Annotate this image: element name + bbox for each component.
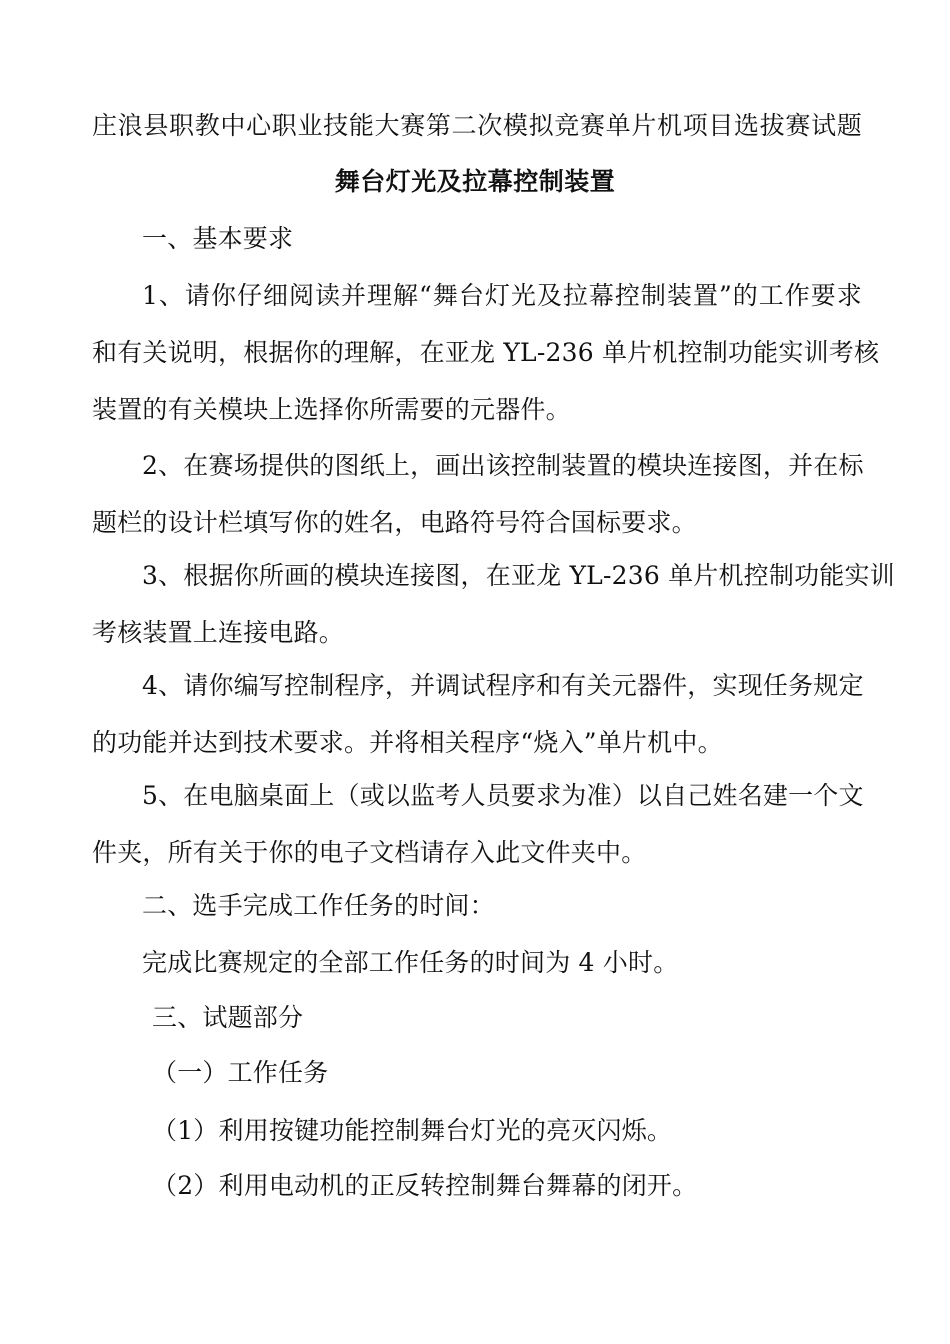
document-title: 庄浪县职教中心职业技能大赛第二次模拟竞赛单片机项目选拔赛试题 xyxy=(92,111,862,140)
section3-subheading: （一）工作任务 xyxy=(152,1058,329,1087)
section2-heading: 二、选手完成工作任务的时间： xyxy=(142,891,495,920)
item5-line1: 5、在电脑桌面上（或以监考人员要求为准）以自己姓名建一个文 xyxy=(142,781,864,810)
item1-line1: 1、请你仔细阅读并理解“舞台灯光及拉幕控制装置”的工作要求 xyxy=(142,281,862,310)
document-subtitle: 舞台灯光及拉幕控制装置 xyxy=(334,167,616,196)
item4-line2: 的功能并达到技术要求。并将相关程序“烧入”单片机中。 xyxy=(92,728,723,757)
item1-line2: 和有关说明，根据你的理解，在亚龙 YL-236 单片机控制功能实训考核 xyxy=(92,338,880,367)
item2-line1: 2、在赛场提供的图纸上，画出该控制装置的模块连接图，并在标 xyxy=(142,451,864,480)
item5-line2: 件夹，所有关于你的电子文档请存入此文件夹中。 xyxy=(92,838,647,867)
task2: （2）利用电动机的正反转控制舞台舞幕的闭开。 xyxy=(152,1171,698,1200)
task1: （1）利用按键功能控制舞台灯光的亮灭闪烁。 xyxy=(152,1116,673,1145)
section2-text: 完成比赛规定的全部工作任务的时间为 4 小时。 xyxy=(142,948,679,977)
section3-heading: 三、试题部分 xyxy=(152,1003,304,1032)
item2-line2: 题栏的设计栏填写你的姓名，电路符号符合国标要求。 xyxy=(92,508,697,537)
section1-heading: 一、基本要求 xyxy=(142,224,294,253)
item3-line1: 3、根据你所画的模块连接图，在亚龙 YL-236 单片机控制功能实训 xyxy=(142,561,895,590)
item4-line1: 4、请你编写控制程序，并调试程序和有关元器件，实现任务规定 xyxy=(142,671,864,700)
item3-line2: 考核装置上连接电路。 xyxy=(92,618,345,647)
item1-line3: 装置的有关模块上选择你所需要的元器件。 xyxy=(92,395,571,424)
